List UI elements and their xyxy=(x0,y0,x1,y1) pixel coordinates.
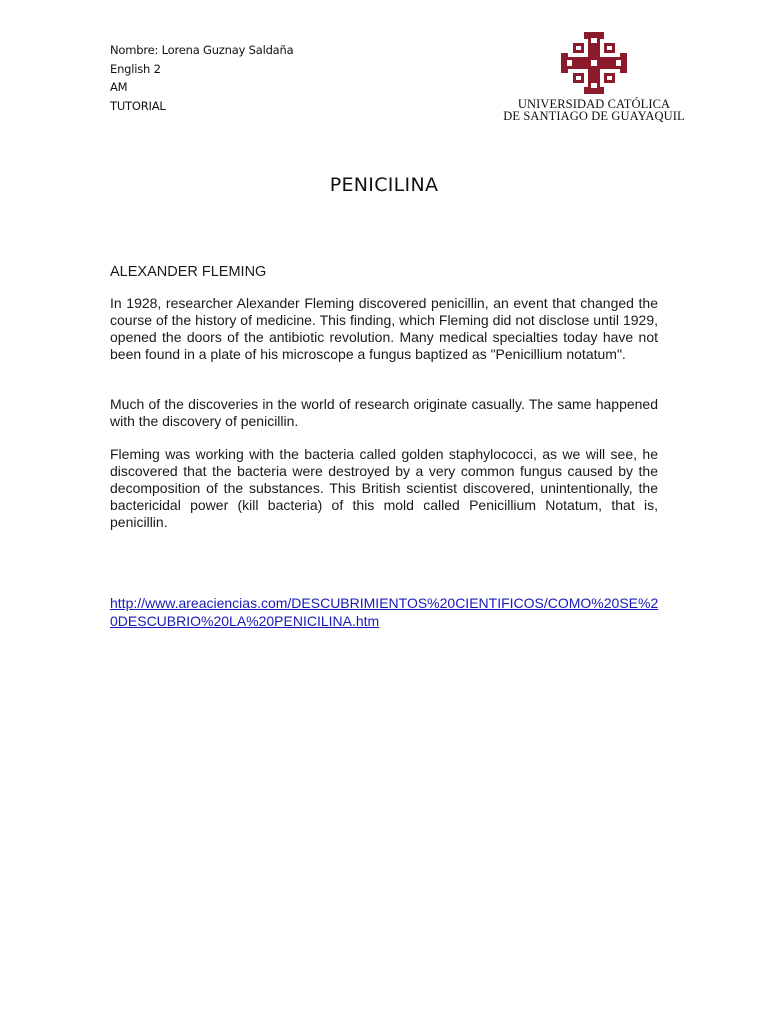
source-link[interactable]: http://www.areaciencias.com/DESCUBRIMIENTOS%20CIENTIFICOS/COMO%20SE%20DESCUBRIO%20LA%20PENICILINA.htm xyxy=(110,595,659,629)
university-name xyxy=(488,98,700,122)
paragraph-3: Fleming was working with the bacteria called golden staphylococci, as we will see, he discovered that the bacteria were destroyed by a very common fungus caused by the decomposition of the substances. This British scientist discovered, unintentionally, the bactericidal power (kill bacteria) of this mold called Penicillium Notatum, that is, penicillin. xyxy=(110,446,658,530)
cross-emblem-icon xyxy=(559,30,629,96)
university-name-line2: DE SANTIAGO DE GUAYAQUIL xyxy=(503,109,685,123)
paragraph-2: Much of the discoveries in the world of research originate casually. The same happened with the discovery of penicillin. xyxy=(110,396,658,429)
course-name: English 2 xyxy=(110,61,161,76)
student-name: Nombre: Lorena Guznay Saldaña xyxy=(110,43,294,57)
paragraph-1: In 1928, researcher Alexander Fleming discovered penicillin, an event that changed the course of the history of medicine. This finding, which Fleming did not disclose until 1929, opened the doors of the antibiotic revolution. Many medical specialties today have not been found in a plate of his microscope a fungus baptized as "Penicillium notatum". xyxy=(110,295,658,362)
student-info-block xyxy=(110,41,293,115)
university-logo xyxy=(488,30,700,126)
university-name-line1: UNIVERSIDAD CATÓLICA xyxy=(517,97,671,111)
assignment-type: TUTORIAL xyxy=(110,98,166,113)
shift-label: AM xyxy=(110,80,128,94)
section-heading: ALEXANDER FLEMING xyxy=(110,264,267,280)
document-title: PENICILINA xyxy=(329,174,439,196)
